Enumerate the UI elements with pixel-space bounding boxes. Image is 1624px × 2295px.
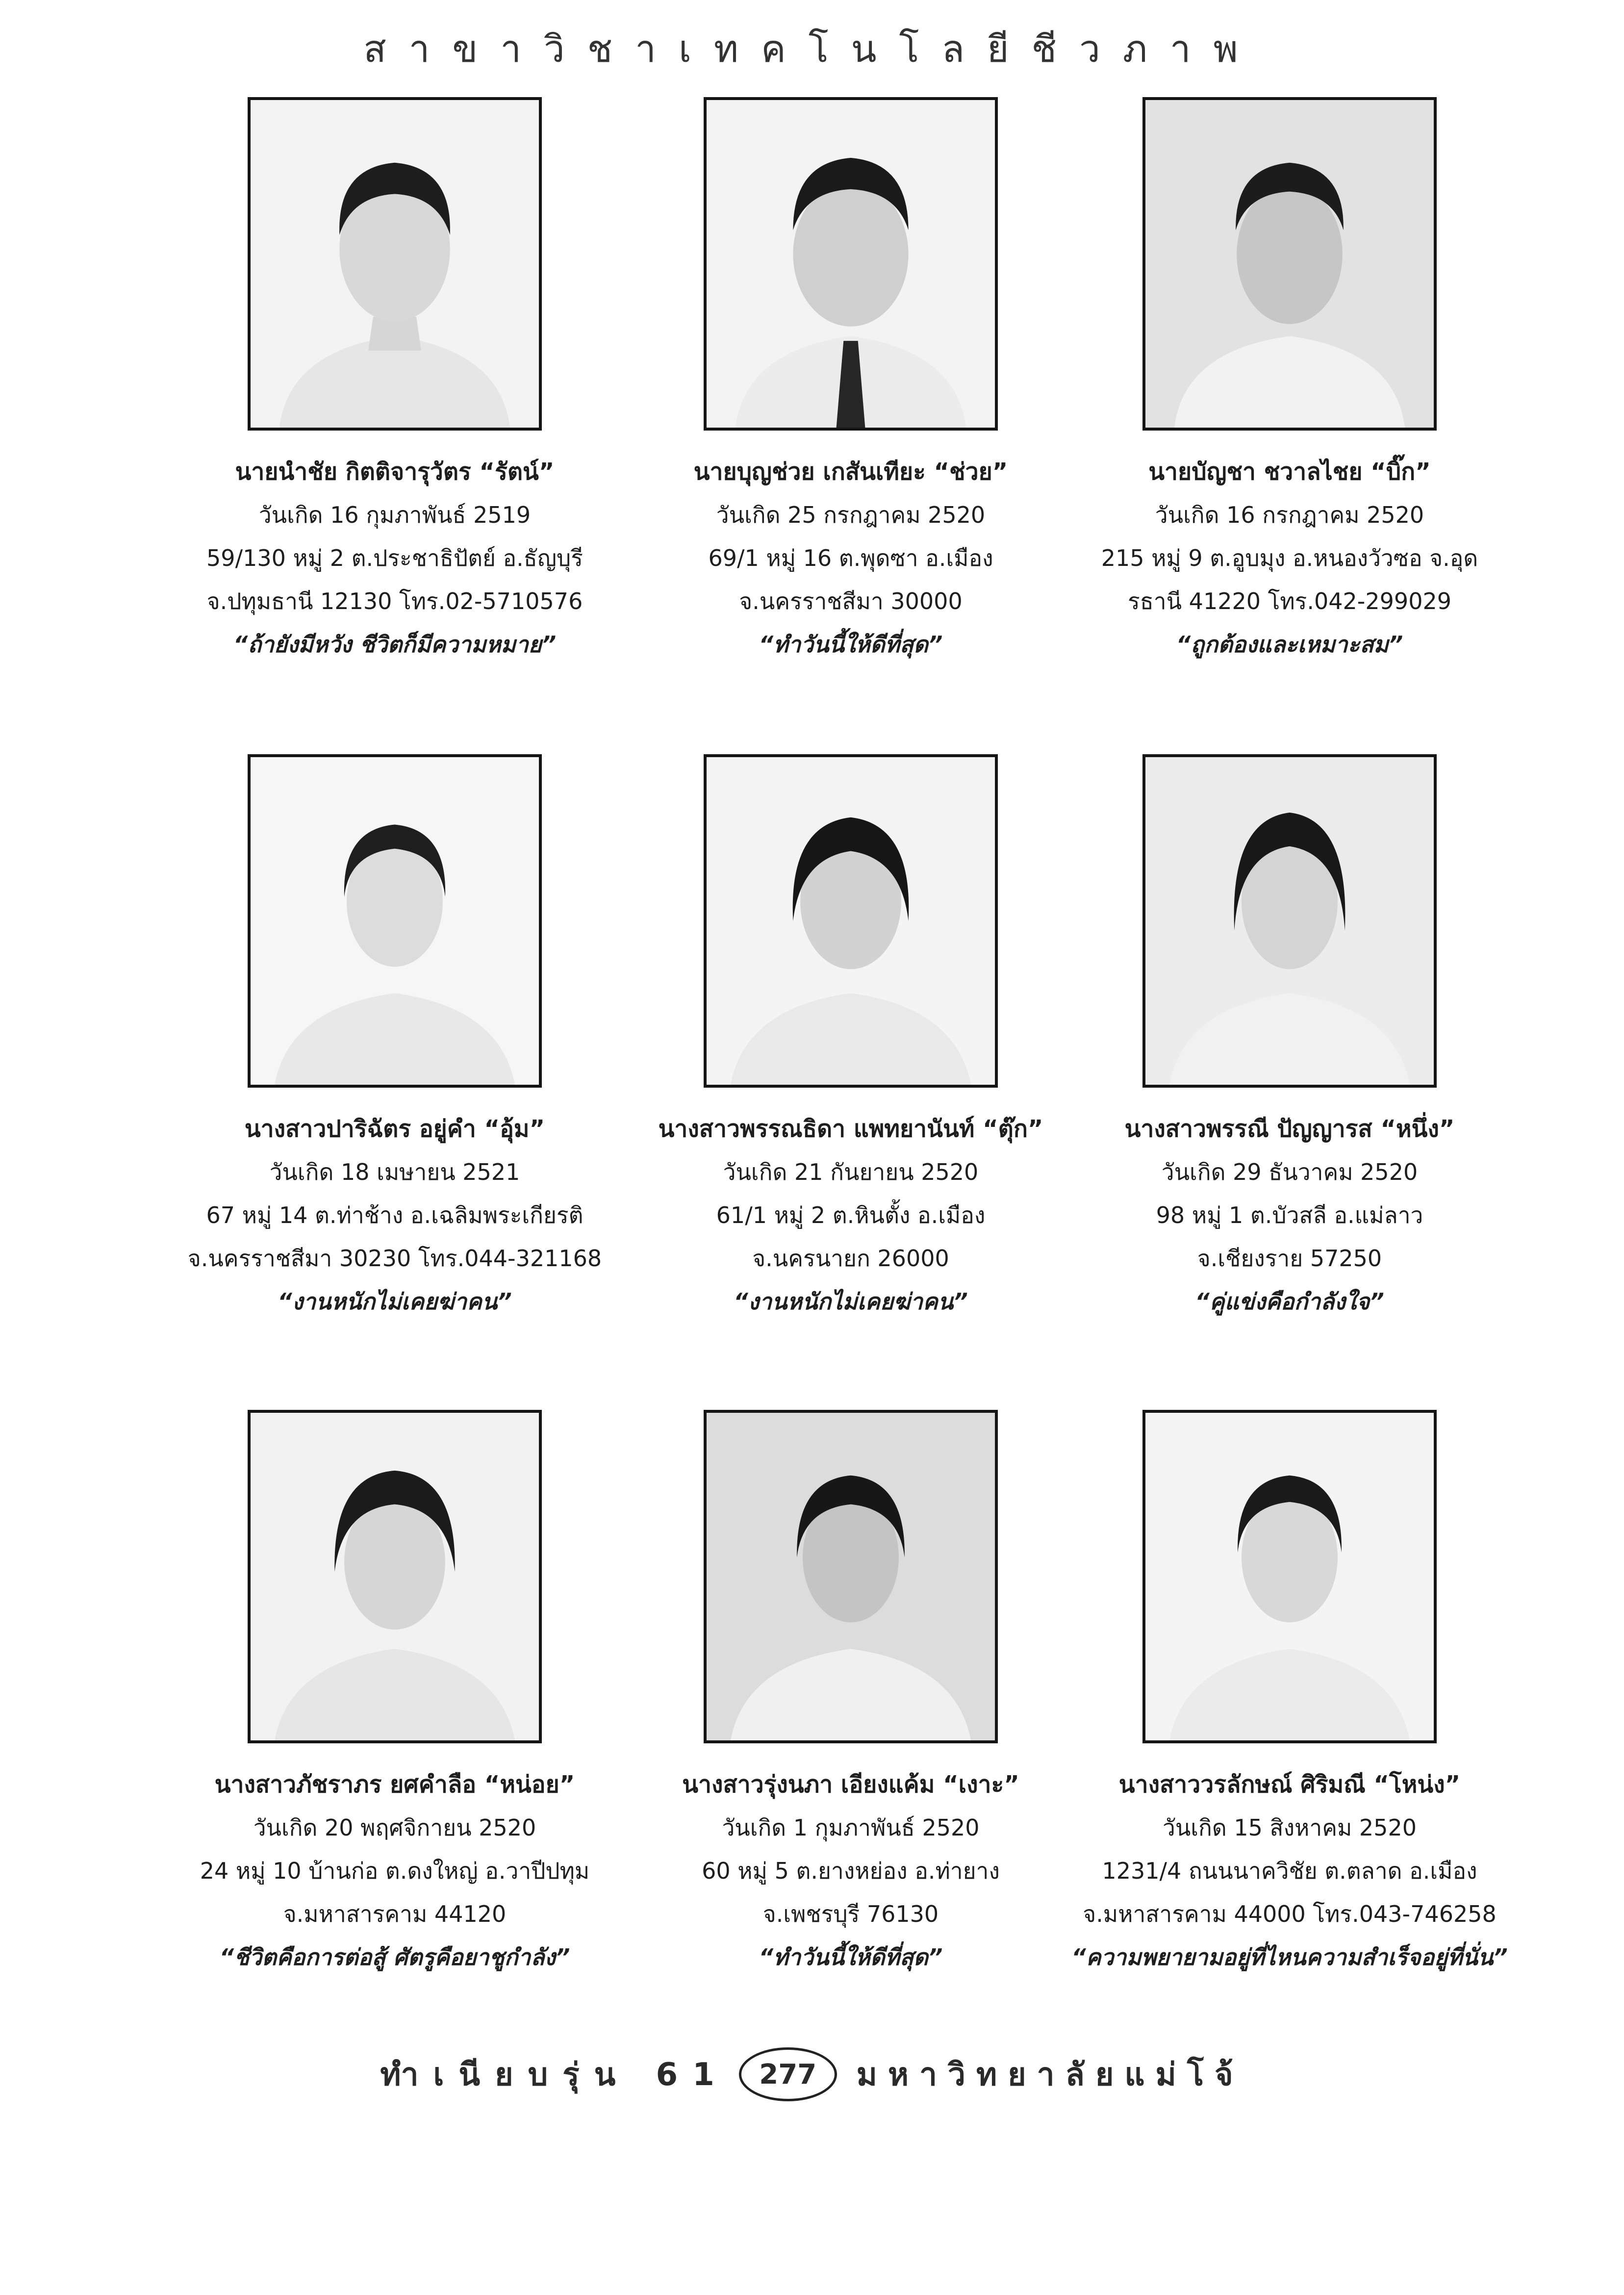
address-line-2: จ.เชียงราย 57250 — [1197, 1245, 1382, 1272]
address-line-1: 60 หมู่ 5 ต.ยางหย่อง อ.ท่ายาง — [702, 1858, 1000, 1884]
profile-caption — [174, 450, 615, 666]
address-line-2: รธานี 41220 โทร.042-299029 — [1128, 588, 1451, 614]
portrait-photo — [1142, 1410, 1437, 1743]
profile-caption — [630, 450, 1071, 666]
motto: “ถูกต้องและเหมาะสม” — [1176, 631, 1403, 658]
address-line-1: 98 หมู่ 1 ต.บัวสลี อ.แม่ลาว — [1156, 1202, 1423, 1228]
portrait-photo — [704, 97, 998, 431]
motto: “ทำวันนี้ให้ดีที่สุด” — [759, 1944, 943, 1970]
portrait-photo — [704, 1410, 998, 1743]
address-line-2: จ.นครราชสีมา 30000 — [739, 588, 963, 614]
address-line-1: 67 หมู่ 14 ต.ท่าช้าง อ.เฉลิมพระเกียรติ — [206, 1202, 584, 1228]
motto: “คู่แข่งคือกำลังใจ” — [1195, 1288, 1384, 1315]
person-name: นายนำชัย กิตติจารุวัตร “รัตน์” — [235, 458, 555, 485]
address-line-2: จ.มหาสารคาม 44120 — [283, 1901, 507, 1927]
university-name: มหาวิทยาลัยแม่โจ้ — [856, 2057, 1244, 2093]
profile-caption — [174, 1763, 615, 1979]
address-line-2: จ.นครนายก 26000 — [752, 1245, 949, 1272]
address-line-2: จ.เพชรบุรี 76130 — [762, 1901, 939, 1927]
portrait-photo — [1142, 754, 1437, 1088]
birth-date: วันเกิด 18 เมษายน 2521 — [269, 1159, 520, 1185]
portrait-photo — [248, 1410, 542, 1743]
address-line-1: 24 หมู่ 10 บ้านก่อ ต.ดงใหญ่ อ.วาปีปทุม — [200, 1858, 590, 1884]
page-number: 277 — [739, 2047, 837, 2101]
page-title: สาขาวิชาเทคโนโลยีชีวภาพ — [363, 27, 1261, 71]
motto: “ชีวิตคือการต่อสู้ ศัตรูคือยาชูกำลัง” — [219, 1944, 570, 1970]
profile-caption — [1069, 1763, 1510, 1979]
person-name: นางสาวปาริฉัตร อยู่คำ “อุ้ม” — [244, 1115, 545, 1143]
birth-date: วันเกิด 20 พฤศจิกายน 2520 — [253, 1814, 536, 1841]
profile-caption — [630, 1763, 1071, 1979]
birth-date: วันเกิด 29 ธันวาคม 2520 — [1161, 1159, 1418, 1185]
motto: “งานหนักไม่เคยฆ่าคน” — [734, 1288, 968, 1315]
address-line-1: 69/1 หมู่ 16 ต.พุดซา อ.เมือง — [708, 545, 993, 571]
address-line-1: 61/1 หมู่ 2 ต.หินตั้ง อ.เมือง — [716, 1202, 986, 1228]
person-name: นางสาวพรรณี ปัญญารส “หนึ่ง” — [1124, 1115, 1455, 1143]
motto: “ทำวันนี้ให้ดีที่สุด” — [759, 631, 943, 658]
motto: “ความพยายามอยู่ที่ไหนความสำเร็จอยู่ที่นั่น” — [1071, 1944, 1508, 1970]
portrait-photo — [248, 97, 542, 431]
person-name: นางสาวรุ่งนภา เอียงแค้ม “เงาะ” — [682, 1771, 1019, 1798]
birth-date: วันเกิด 25 กรกฎาคม 2520 — [716, 502, 986, 528]
profile-caption — [1069, 1107, 1510, 1323]
page-footer — [0, 2045, 1624, 2104]
yearbook-label: ทำเนียบรุ่น 61 — [380, 2057, 729, 2093]
address-line-2: จ.มหาสารคาม 44000 โทร.043-746258 — [1083, 1901, 1497, 1927]
address-line-1: 215 หมู่ 9 ต.อูบมุง อ.หนองวัวซอ จ.อุด — [1101, 545, 1478, 571]
address-line-1: 59/130 หมู่ 2 ต.ประชาธิปัตย์ อ.ธัญบุรี — [206, 545, 583, 571]
address-line-2: จ.นครราชสีมา 30230 โทร.044-321168 — [187, 1245, 602, 1272]
address-line-1: 1231/4 ถนนนาควิชัย ต.ตลาด อ.เมือง — [1102, 1858, 1477, 1884]
person-name: นางสาวพรรณธิดา แพทยานันท์ “ตุ๊ก” — [658, 1115, 1043, 1143]
person-name: นายบุญช่วย เกสันเทียะ “ช่วย” — [693, 458, 1008, 485]
person-name: นางสาววรลักษณ์ ศิริมณี “โหน่ง” — [1118, 1771, 1461, 1798]
portrait-photo — [704, 754, 998, 1088]
motto: “ถ้ายังมีหวัง ชีวิตก็มีความหมาย” — [233, 631, 557, 658]
birth-date: วันเกิด 21 กันยายน 2520 — [723, 1159, 979, 1185]
profile-caption — [1069, 450, 1510, 666]
birth-date: วันเกิด 16 กรกฎาคม 2520 — [1155, 502, 1424, 528]
portrait-photo — [1142, 97, 1437, 431]
birth-date: วันเกิด 16 กุมภาพันธ์ 2519 — [258, 502, 531, 528]
profile-caption — [630, 1107, 1071, 1323]
address-line-2: จ.ปทุมธานี 12130 โทร.02-5710576 — [206, 588, 583, 614]
birth-date: วันเกิด 1 กุมภาพันธ์ 2520 — [722, 1814, 980, 1841]
portrait-photo — [248, 754, 542, 1088]
person-name: นางสาวภัชราภร ยศคำลือ “หน่อย” — [214, 1771, 575, 1798]
person-name: นายบัญชา ชวาลไชย “บิ๊ก” — [1148, 458, 1431, 485]
birth-date: วันเกิด 15 สิงหาคม 2520 — [1163, 1814, 1417, 1841]
profile-caption — [174, 1107, 615, 1323]
motto: “งานหนักไม่เคยฆ่าคน” — [278, 1288, 512, 1315]
